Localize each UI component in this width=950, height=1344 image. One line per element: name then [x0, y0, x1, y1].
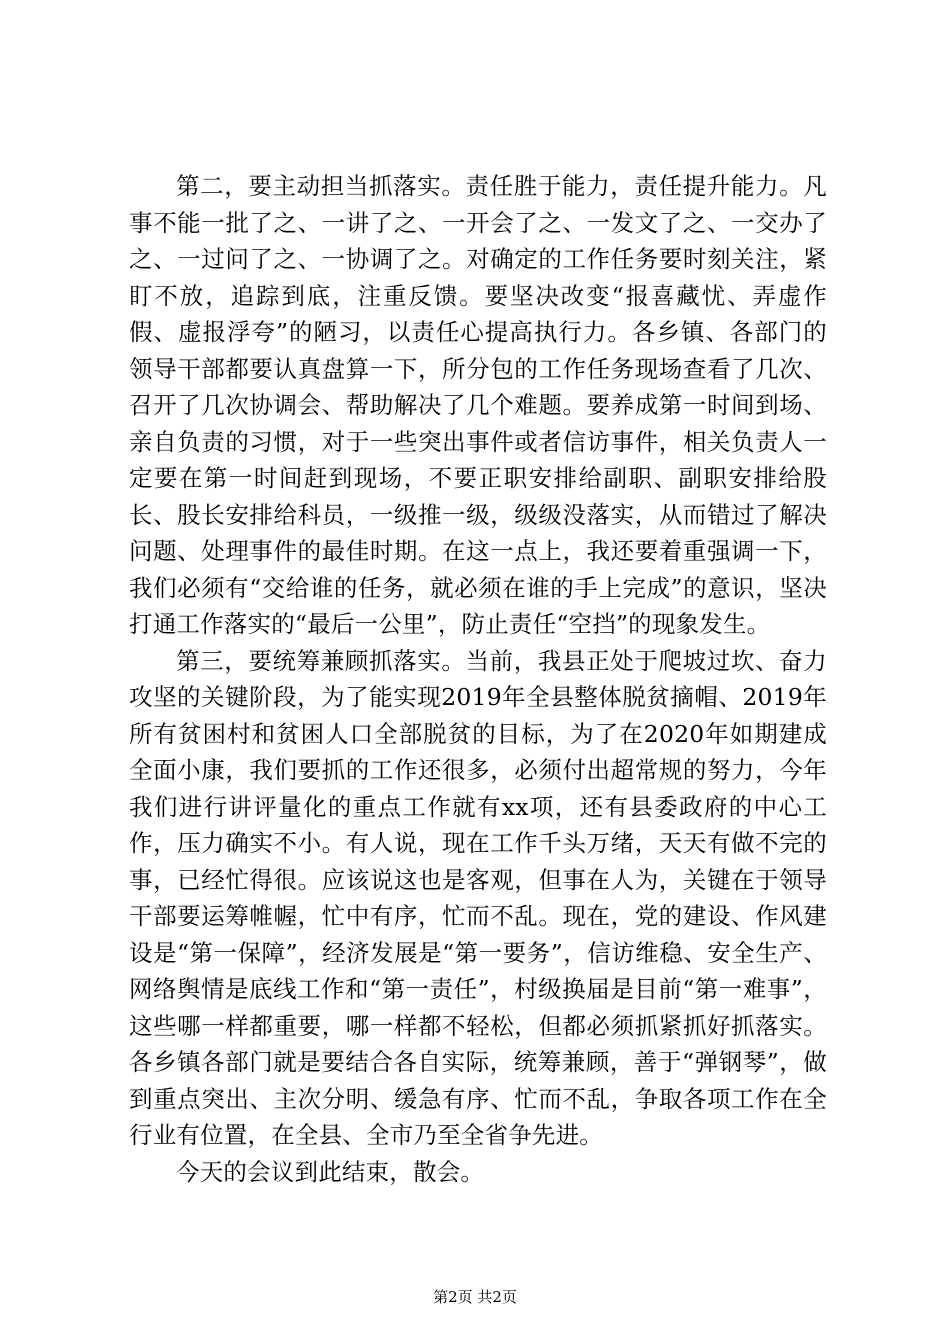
page-footer: 第2页 共2页	[433, 1288, 517, 1306]
paragraph-coordination: 第三，要统筹兼顾抓落实。当前，我县正处于爬坡过坎、奋力攻坚的关键阶段，为了能实现2019年全县整体脱贫摘帽、2019年所有贫困村和贫困人口全部脱贫的目标，为了在2020年如期建成全面小康，我们要抓的工作还很多，必须付出超常规的努力，今年我们进行讲评量化的重点工作就有xx项，还有县委政府的中心工作，压力确实不小。有人说，现在工作千头万绪，天天有做不完的事，已经忙得很。应该说这也是客观，但事在人为，关键在于领导干部要运筹帷幄，忙中有序，忙而不乱。现在，党的建设、作风建设是“第一保障”，经济发展是“第一要务”，信访维稳、安全生产、网络舆情是底线工作和“第一责任”，村级换届是目前“第一难事”，这些哪一样都重要，哪一样都不轻松，但都必须抓紧抓好抓落实。各乡镇各部门就是要结合各自实际，统筹兼顾，善于“弹钢琴”，做到重点突出、主次分明、缓急有序、忙而不乱，争取各项工作在全行业有位置，在全县、全市乃至全省争先进。	[129, 646, 827, 1149]
paragraph-closing: 今天的会议到此结束，散会。	[176, 1157, 485, 1186]
document-body	[129, 168, 827, 1190]
paragraph-responsibility: 第二，要主动担当抓落实。责任胜于能力，责任提升能力。凡事不能一批了之、一讲了之、一开会了之、一发文了之、一交办了之、一过问了之、一协调了之。对确定的工作任务要时刻关注，紧盯不放，追踪到底，注重反馈。要坚决改变“报喜藏忧、弄虚作假、虚报浮夸”的陋习，以责任心提高执行力。各乡镇、各部门的领导干部都要认真盘算一下，所分包的工作任务现场查看了几次、召开了几次协调会、帮助解决了几个难题。要养成第一时间到场、亲自负责的习惯，对于一些突出事件或者信访事件，相关负责人一定要在第一时间赶到现场，不要正职安排给副职、副职安排给股长、股长安排给科员，一级推一级，级级没落实，从而错过了解决问题、处理事件的最佳时期。在这一点上，我还要着重强调一下，我们必须有“交给谁的任务，就必须在谁的手上完成”的意识，坚决打通工作落实的“最后一公里”，防止责任“空挡”的现象发生。	[129, 172, 827, 638]
